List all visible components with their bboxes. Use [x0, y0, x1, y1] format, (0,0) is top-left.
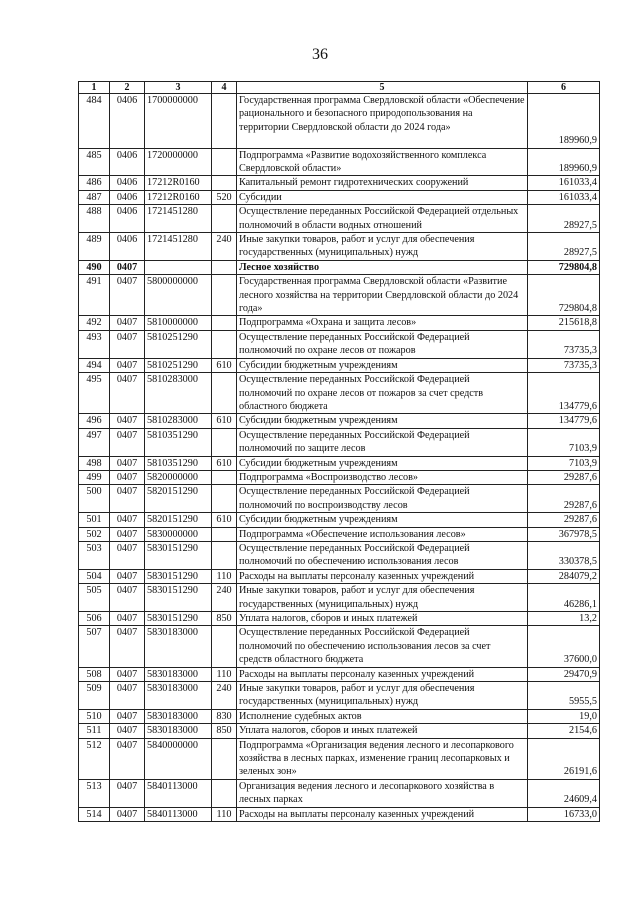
item-name-cell: Государственная программа Свердловской области «Развитие лесного хозяйства на территории Свердловской области до 2024 года»: [237, 275, 528, 316]
expense-type-cell: 610: [212, 513, 237, 527]
row-number-cell: 487: [79, 190, 110, 204]
section-code-cell: 0407: [110, 667, 145, 681]
target-article-cell: [145, 260, 212, 274]
amount-cell: 16733,0: [528, 807, 600, 821]
table-row: [79, 513, 600, 527]
target-article-cell: 5810251290: [145, 358, 212, 372]
section-code-cell: 0407: [110, 373, 145, 414]
section-code-cell: 0407: [110, 709, 145, 723]
expense-type-cell: [212, 330, 237, 358]
expense-type-cell: [212, 541, 237, 569]
column-header: 2: [110, 82, 145, 94]
table-row: [79, 456, 600, 470]
section-code-cell: 0407: [110, 682, 145, 710]
expense-type-cell: 110: [212, 667, 237, 681]
target-article-cell: 5810283000: [145, 373, 212, 414]
section-code-cell: 0407: [110, 612, 145, 626]
target-article-cell: 17212R0160: [145, 176, 212, 190]
expense-type-cell: 830: [212, 709, 237, 723]
expense-type-cell: 850: [212, 724, 237, 738]
expense-type-cell: [212, 779, 237, 807]
section-code-cell: 0406: [110, 94, 145, 149]
item-name-cell: Субсидии бюджетным учреждениям: [237, 456, 528, 470]
row-number-cell: 484: [79, 94, 110, 149]
table-row: [79, 358, 600, 372]
item-name-cell: Подпрограмма «Обеспечение использования лесов»: [237, 527, 528, 541]
table-row: [79, 373, 600, 414]
row-number-cell: 488: [79, 205, 110, 233]
expense-type-cell: [212, 316, 237, 330]
section-code-cell: 0407: [110, 584, 145, 612]
amount-cell: 2154,6: [528, 724, 600, 738]
table-row: [79, 205, 600, 233]
table-row: [79, 724, 600, 738]
table-row: [79, 233, 600, 261]
table-row: [79, 626, 600, 667]
table-row: [79, 807, 600, 821]
item-name-cell: Подпрограмма «Организация ведения лесного и лесопаркового хозяйства в лесных парках, изменение границ лесопарковых и зеленых зон»: [237, 738, 528, 779]
target-article-cell: 5820000000: [145, 470, 212, 484]
section-code-cell: 0407: [110, 414, 145, 428]
table-row: [79, 779, 600, 807]
item-name-cell: Лесное хозяйство: [237, 260, 528, 274]
amount-cell: 189960,9: [528, 94, 600, 149]
section-code-cell: 0407: [110, 626, 145, 667]
amount-cell: 134779,6: [528, 373, 600, 414]
table-row: [79, 414, 600, 428]
table-row: [79, 527, 600, 541]
section-code-cell: 0406: [110, 205, 145, 233]
section-code-cell: 0407: [110, 470, 145, 484]
row-number-cell: 503: [79, 541, 110, 569]
item-name-cell: Субсидии: [237, 190, 528, 204]
table-row: [79, 584, 600, 612]
amount-cell: 729804,8: [528, 275, 600, 316]
expense-type-cell: [212, 485, 237, 513]
row-number-cell: 485: [79, 148, 110, 176]
table-row: [79, 612, 600, 626]
section-code-cell: 0407: [110, 807, 145, 821]
item-name-cell: Организация ведения лесного и лесопаркового хозяйства в лесных парках: [237, 779, 528, 807]
target-article-cell: 5820151290: [145, 485, 212, 513]
item-name-cell: Осуществление переданных Российской Федерацией полномочий по обеспечению использования лесов за счет средств областного бюджета: [237, 626, 528, 667]
table-header-row: [79, 82, 600, 94]
row-number-cell: 506: [79, 612, 110, 626]
row-number-cell: 502: [79, 527, 110, 541]
row-number-cell: 501: [79, 513, 110, 527]
item-name-cell: Осуществление переданных Российской Федерацией полномочий по воспроизводству лесов: [237, 485, 528, 513]
target-article-cell: 1721451280: [145, 205, 212, 233]
amount-cell: 134779,6: [528, 414, 600, 428]
row-number-cell: 505: [79, 584, 110, 612]
expense-type-cell: 610: [212, 358, 237, 372]
section-code-cell: 0407: [110, 358, 145, 372]
table-row: [79, 569, 600, 583]
amount-cell: 29470,9: [528, 667, 600, 681]
amount-cell: 189960,9: [528, 148, 600, 176]
item-name-cell: Субсидии бюджетным учреждениям: [237, 513, 528, 527]
amount-cell: 7103,9: [528, 456, 600, 470]
expense-type-cell: 610: [212, 414, 237, 428]
amount-cell: 29287,6: [528, 485, 600, 513]
section-code-cell: 0407: [110, 485, 145, 513]
row-number-cell: 495: [79, 373, 110, 414]
table-row: [79, 148, 600, 176]
table-row: [79, 94, 600, 149]
row-number-cell: 508: [79, 667, 110, 681]
row-number-cell: 498: [79, 456, 110, 470]
section-code-cell: 0407: [110, 527, 145, 541]
target-article-cell: 5830000000: [145, 527, 212, 541]
expense-type-cell: 240: [212, 584, 237, 612]
amount-cell: 37600,0: [528, 626, 600, 667]
section-code-cell: 0407: [110, 260, 145, 274]
target-article-cell: 1700000000: [145, 94, 212, 149]
row-number-cell: 507: [79, 626, 110, 667]
column-header: 4: [212, 82, 237, 94]
target-article-cell: 5830151290: [145, 584, 212, 612]
item-name-cell: Осуществление переданных Российской Федерацией отдельных полномочий в области водных отношений: [237, 205, 528, 233]
section-code-cell: 0407: [110, 541, 145, 569]
expense-type-cell: [212, 626, 237, 667]
item-name-cell: Иные закупки товаров, работ и услуг для обеспечения государственных (муниципальных) нужд: [237, 584, 528, 612]
row-number-cell: 512: [79, 738, 110, 779]
item-name-cell: Капитальный ремонт гидротехнических сооружений: [237, 176, 528, 190]
row-number-cell: 490: [79, 260, 110, 274]
expense-type-cell: 610: [212, 456, 237, 470]
target-article-cell: 5830151290: [145, 612, 212, 626]
item-name-cell: Подпрограмма «Воспроизводство лесов»: [237, 470, 528, 484]
row-number-cell: 494: [79, 358, 110, 372]
amount-cell: 26191,6: [528, 738, 600, 779]
section-code-cell: 0407: [110, 428, 145, 456]
amount-cell: 7103,9: [528, 428, 600, 456]
section-code-cell: 0407: [110, 513, 145, 527]
section-code-cell: 0406: [110, 148, 145, 176]
target-article-cell: 1721451280: [145, 233, 212, 261]
section-code-cell: 0407: [110, 316, 145, 330]
item-name-cell: Уплата налогов, сборов и иных платежей: [237, 724, 528, 738]
column-header: 1: [79, 82, 110, 94]
target-article-cell: 5830151290: [145, 541, 212, 569]
amount-cell: 46286,1: [528, 584, 600, 612]
table-row: [79, 485, 600, 513]
item-name-cell: Осуществление переданных Российской Федерацией полномочий по охране лесов от пожаров: [237, 330, 528, 358]
item-name-cell: Осуществление переданных Российской Федерацией полномочий по обеспечению использования лесов: [237, 541, 528, 569]
budget-table: [78, 81, 600, 822]
expense-type-cell: [212, 527, 237, 541]
row-number-cell: 504: [79, 569, 110, 583]
expense-type-cell: [212, 260, 237, 274]
target-article-cell: 5840113000: [145, 807, 212, 821]
table-row: [79, 316, 600, 330]
item-name-cell: Субсидии бюджетным учреждениям: [237, 358, 528, 372]
item-name-cell: Осуществление переданных Российской Федерацией полномочий по охране лесов от пожаров за счет средств областного бюджета: [237, 373, 528, 414]
amount-cell: 29287,6: [528, 513, 600, 527]
expense-type-cell: 520: [212, 190, 237, 204]
target-article-cell: 5810351290: [145, 456, 212, 470]
amount-cell: 28927,5: [528, 233, 600, 261]
target-article-cell: 5810000000: [145, 316, 212, 330]
row-number-cell: 496: [79, 414, 110, 428]
amount-cell: 5955,5: [528, 682, 600, 710]
column-header: 3: [145, 82, 212, 94]
section-code-cell: 0406: [110, 176, 145, 190]
target-article-cell: 5830151290: [145, 569, 212, 583]
table-row: [79, 470, 600, 484]
table-row: [79, 738, 600, 779]
expense-type-cell: [212, 738, 237, 779]
row-number-cell: 499: [79, 470, 110, 484]
expense-type-cell: [212, 373, 237, 414]
row-number-cell: 511: [79, 724, 110, 738]
row-number-cell: 486: [79, 176, 110, 190]
target-article-cell: 5830183000: [145, 626, 212, 667]
section-code-cell: 0407: [110, 330, 145, 358]
target-article-cell: 5800000000: [145, 275, 212, 316]
section-code-cell: 0406: [110, 190, 145, 204]
expense-type-cell: 850: [212, 612, 237, 626]
section-code-cell: 0407: [110, 738, 145, 779]
amount-cell: 73735,3: [528, 358, 600, 372]
expense-type-cell: [212, 470, 237, 484]
item-name-cell: Уплата налогов, сборов и иных платежей: [237, 612, 528, 626]
row-number-cell: 500: [79, 485, 110, 513]
expense-type-cell: [212, 428, 237, 456]
amount-cell: 29287,6: [528, 470, 600, 484]
expense-type-cell: [212, 176, 237, 190]
row-number-cell: 513: [79, 779, 110, 807]
item-name-cell: Подпрограмма «Развитие водохозяйственного комплекса Свердловской области»: [237, 148, 528, 176]
target-article-cell: 5840000000: [145, 738, 212, 779]
column-header: 5: [237, 82, 528, 94]
amount-cell: 215618,8: [528, 316, 600, 330]
amount-cell: 13,2: [528, 612, 600, 626]
amount-cell: 73735,3: [528, 330, 600, 358]
section-code-cell: 0407: [110, 569, 145, 583]
item-name-cell: Исполнение судебных актов: [237, 709, 528, 723]
expense-type-cell: [212, 148, 237, 176]
target-article-cell: 5830183000: [145, 667, 212, 681]
row-number-cell: 509: [79, 682, 110, 710]
item-name-cell: Расходы на выплаты персоналу казенных учреждений: [237, 667, 528, 681]
column-header: 6: [528, 82, 600, 94]
item-name-cell: Иные закупки товаров, работ и услуг для обеспечения государственных (муниципальных) нужд: [237, 233, 528, 261]
row-number-cell: 514: [79, 807, 110, 821]
amount-cell: 28927,5: [528, 205, 600, 233]
amount-cell: 367978,5: [528, 527, 600, 541]
row-number-cell: 493: [79, 330, 110, 358]
amount-cell: 729804,8: [528, 260, 600, 274]
row-number-cell: 491: [79, 275, 110, 316]
expense-type-cell: [212, 275, 237, 316]
section-code-cell: 0406: [110, 233, 145, 261]
amount-cell: 24609,4: [528, 779, 600, 807]
expense-type-cell: 240: [212, 233, 237, 261]
expense-type-cell: [212, 205, 237, 233]
amount-cell: 330378,5: [528, 541, 600, 569]
target-article-cell: 5820151290: [145, 513, 212, 527]
target-article-cell: 5810283000: [145, 414, 212, 428]
table-row: [79, 190, 600, 204]
target-article-cell: 5830183000: [145, 709, 212, 723]
item-name-cell: Государственная программа Свердловской области «Обеспечение рационального и безопасного природопользования на территории Свердловской области до 2024 года»: [237, 94, 528, 149]
row-number-cell: 510: [79, 709, 110, 723]
amount-cell: 284079,2: [528, 569, 600, 583]
section-code-cell: 0407: [110, 779, 145, 807]
table-row: [79, 709, 600, 723]
table-row: [79, 682, 600, 710]
item-name-cell: Подпрограмма «Охрана и защита лесов»: [237, 316, 528, 330]
expense-type-cell: 110: [212, 807, 237, 821]
amount-cell: 161033,4: [528, 176, 600, 190]
table-row: [79, 428, 600, 456]
table-row: [79, 541, 600, 569]
section-code-cell: 0407: [110, 724, 145, 738]
amount-cell: 161033,4: [528, 190, 600, 204]
target-article-cell: 1720000000: [145, 148, 212, 176]
expense-type-cell: 110: [212, 569, 237, 583]
target-article-cell: 5840113000: [145, 779, 212, 807]
section-code-cell: 0407: [110, 275, 145, 316]
item-name-cell: Субсидии бюджетным учреждениям: [237, 414, 528, 428]
table-row: [79, 176, 600, 190]
item-name-cell: Расходы на выплаты персоналу казенных учреждений: [237, 569, 528, 583]
item-name-cell: Осуществление переданных Российской Федерацией полномочий по защите лесов: [237, 428, 528, 456]
item-name-cell: Расходы на выплаты персоналу казенных учреждений: [237, 807, 528, 821]
amount-cell: 19,0: [528, 709, 600, 723]
target-article-cell: 17212R0160: [145, 190, 212, 204]
expense-type-cell: 240: [212, 682, 237, 710]
target-article-cell: 5830183000: [145, 682, 212, 710]
table-row: [79, 330, 600, 358]
row-number-cell: 497: [79, 428, 110, 456]
page-number: 36: [312, 46, 328, 63]
table-row: [79, 275, 600, 316]
target-article-cell: 5810351290: [145, 428, 212, 456]
row-number-cell: 489: [79, 233, 110, 261]
section-code-cell: 0407: [110, 456, 145, 470]
table-row: [79, 667, 600, 681]
target-article-cell: 5810251290: [145, 330, 212, 358]
row-number-cell: 492: [79, 316, 110, 330]
table-row: [79, 260, 600, 274]
expense-type-cell: [212, 94, 237, 149]
item-name-cell: Иные закупки товаров, работ и услуг для обеспечения государственных (муниципальных) нужд: [237, 682, 528, 710]
target-article-cell: 5830183000: [145, 724, 212, 738]
